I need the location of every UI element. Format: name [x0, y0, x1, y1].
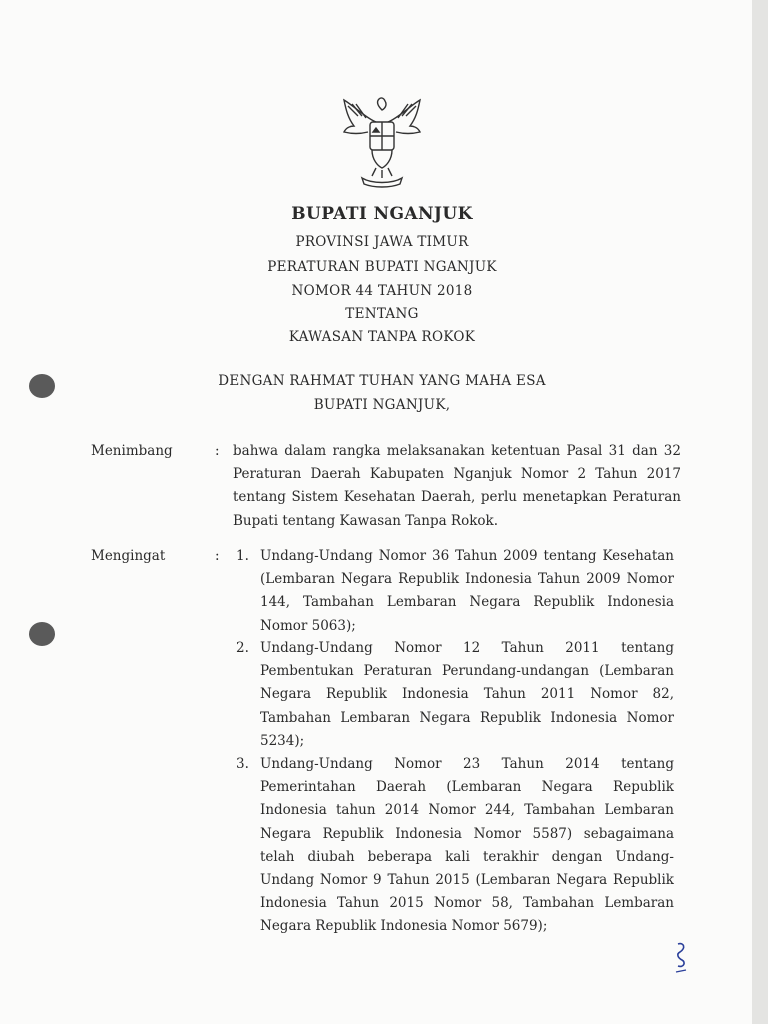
list-item-text: Undang-Undang Nomor 12 Tahun 2011 tentang Pembentukan Peraturan Perundang-undangan (Lembaran Negara Republik Indonesia Tahun 2011 Nomor 82, Tambahan Lembaran Negara Republik Indonesia Nomor 5234); — [260, 640, 674, 749]
menimbang-label: Menimbang — [91, 443, 173, 459]
handwritten-initial-icon — [672, 940, 692, 976]
number-line: NOMOR 44 TAHUN 2018 — [291, 283, 473, 299]
province-line: PROVINSI JAWA TIMUR — [295, 234, 469, 250]
mengingat-colon: : — [215, 548, 220, 564]
list-item-number: 2. — [236, 640, 249, 656]
punch-hole — [29, 622, 55, 646]
menimbang-colon: : — [215, 443, 220, 459]
scan-edge — [752, 0, 768, 1024]
list-item — [236, 637, 674, 753]
list-item-text: Undang-Undang Nomor 36 Tahun 2009 tentang Kesehatan (Lembaran Negara Republik Indonesia Tahun 2009 Nomor 144, Tambahan Lembaran Negara Republik Indonesia Nomor 5063); — [260, 548, 674, 634]
menimbang-text: bahwa dalam rangka melaksanakan ketentuan Pasal 31 dan 32 Peraturan Daerah Kabupaten Nganjuk Nomor 2 Tahun 2017 tentang Sistem Kesehatan Daerah, perlu menetapkan Peraturan Bupati tentang Kawasan Tanpa Rokok. — [233, 443, 681, 529]
list-item-number: 1. — [236, 548, 249, 564]
preamble-line: BUPATI NGANJUK, — [313, 397, 451, 413]
list-item-text: Undang-Undang Nomor 23 Tahun 2014 tentang Pemerintahan Daerah (Lembaran Negara Republik Indonesia tahun 2014 Nomor 244, Tambahan Lembaran Negara Republik Indonesia Nomor 5587) sebagaimana telah diubah beberapa kali terakhir dengan Undang-Undang Nomor 9 Tahun 2015 (Lembaran Negara Republik Indonesia Tahun 2015 Nomor 58, Tambahan Lembaran Negara Republik Indonesia Nomor 5679); — [260, 756, 674, 935]
preamble-line: DENGAN RAHMAT TUHAN YANG MAHA ESA — [218, 373, 546, 389]
garuda-emblem-icon — [332, 92, 432, 192]
list-item-number: 3. — [236, 756, 249, 772]
mengingat-label: Mengingat — [91, 548, 166, 564]
list-item — [236, 753, 674, 939]
regulation-line: PERATURAN BUPATI NGANJUK — [267, 259, 497, 275]
list-item — [236, 545, 674, 638]
document-title: BUPATI NGANJUK — [291, 204, 473, 224]
subject-line: KAWASAN TANPA ROKOK — [288, 329, 476, 345]
about-line: TENTANG — [345, 306, 419, 322]
